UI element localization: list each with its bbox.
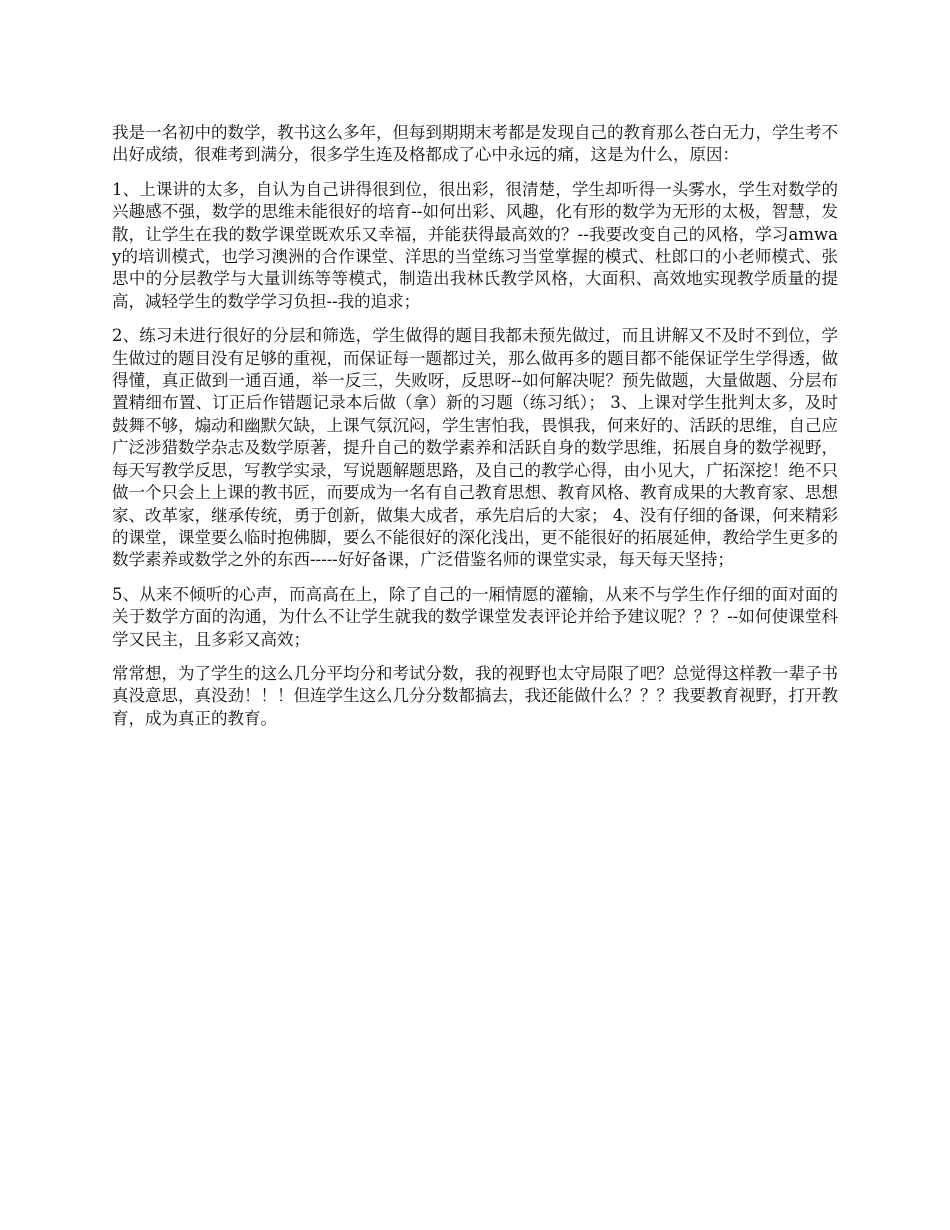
paragraph-conclusion: 常常想，为了学生的这么几分平均分和考试分数，我的视野也太守局限了吧？总觉得这样教一辈子书真没意思，真没劲！！！但连学生这么几分分数都搞去，我还能做什么？？？我要教育视野，打开教育，成为真正的教育。 xyxy=(112,663,838,728)
paragraph-point-1: 1、上课讲的太多，自认为自己讲得很到位，很出彩，很清楚，学生却听得一头雾水，学生对数学的兴趣感不强，数学的思维未能很好的培育--如何出彩、风趣，化有形的数学为无形的太极，智慧，发散，让学生在我的数学课堂既欢乐又幸福，并能获得最高效的？--我要改变自己的风格，学习amway的培训模式，也学习澳洲的合作课堂、洋思的当堂练习当堂掌握的模式、杜郎口的小老师模式、张思中的分层教学与大量训练等等模式，制造出我林氏教学风格，大面积、高效地实现教学质量的提高，减轻学生的数学学习负担--我的追求； xyxy=(112,179,838,311)
paragraph-intro: 我是一名初中的数学，教书这么多年，但每到期期末考都是发现自己的教育那么苍白无力，学生考不出好成绩，很难考到满分，很多学生连及格都成了心中永远的痛，这是为什么，原因： xyxy=(112,123,838,165)
paragraph-points-2-4: 2、练习未进行很好的分层和筛选，学生做得的题目我都未预先做过，而且讲解又不及时不到位，学生做过的题目没有足够的重视，而保证每一题都过关，那么做再多的题目都不能保证学生学得透，做得懂，真正做到一通百通，举一反三，失败呀，反思呀--如何解决呢？预先做题，大量做题、分层布置精细布置、订正后作错题记录本后做（拿）新的习题（练习纸）； 3、上课对学生批判太多，及时鼓舞不够，煽动和幽默欠缺，上课气氛沉闷，学生害怕我，畏惧我，何来好的、活跃的思维，自己应广泛涉猎数学杂志及数学原著，提升自己的数学素养和活跃自身的数学思维，拓展自身的数学视野，每天写教学反思，写教学实录，写说题解题思路，及自己的教学心得，由小见大，广拓深挖！绝不只做一个只会上上课的教书匠，而要成为一名有自己教育思想、教育风格、教育成果的大教育家、思想家、改革家，继承传统，勇于创新，做集大成者，承先启后的大家； 4、没有仔细的备课，何来精彩的课堂，课堂要么临时抱佛脚，要么不能很好的深化浅出，更不能很好的拓展延伸，教给学生更多的数学素养或数学之外的东西-----好好备课，广泛借鉴名师的课堂实录，每天每天坚持； xyxy=(112,326,838,570)
document-body xyxy=(112,122,838,742)
paragraph-point-5: 5、从来不倾听的心声，而高高在上，除了自己的一厢情愿的灌输，从来不与学生作仔细的面对面的关于数学方面的沟通，为什么不让学生就我的数学课堂发表评论并给予建议呢？？？--如何使课堂科学又民主，且多彩又高效； xyxy=(112,584,838,649)
